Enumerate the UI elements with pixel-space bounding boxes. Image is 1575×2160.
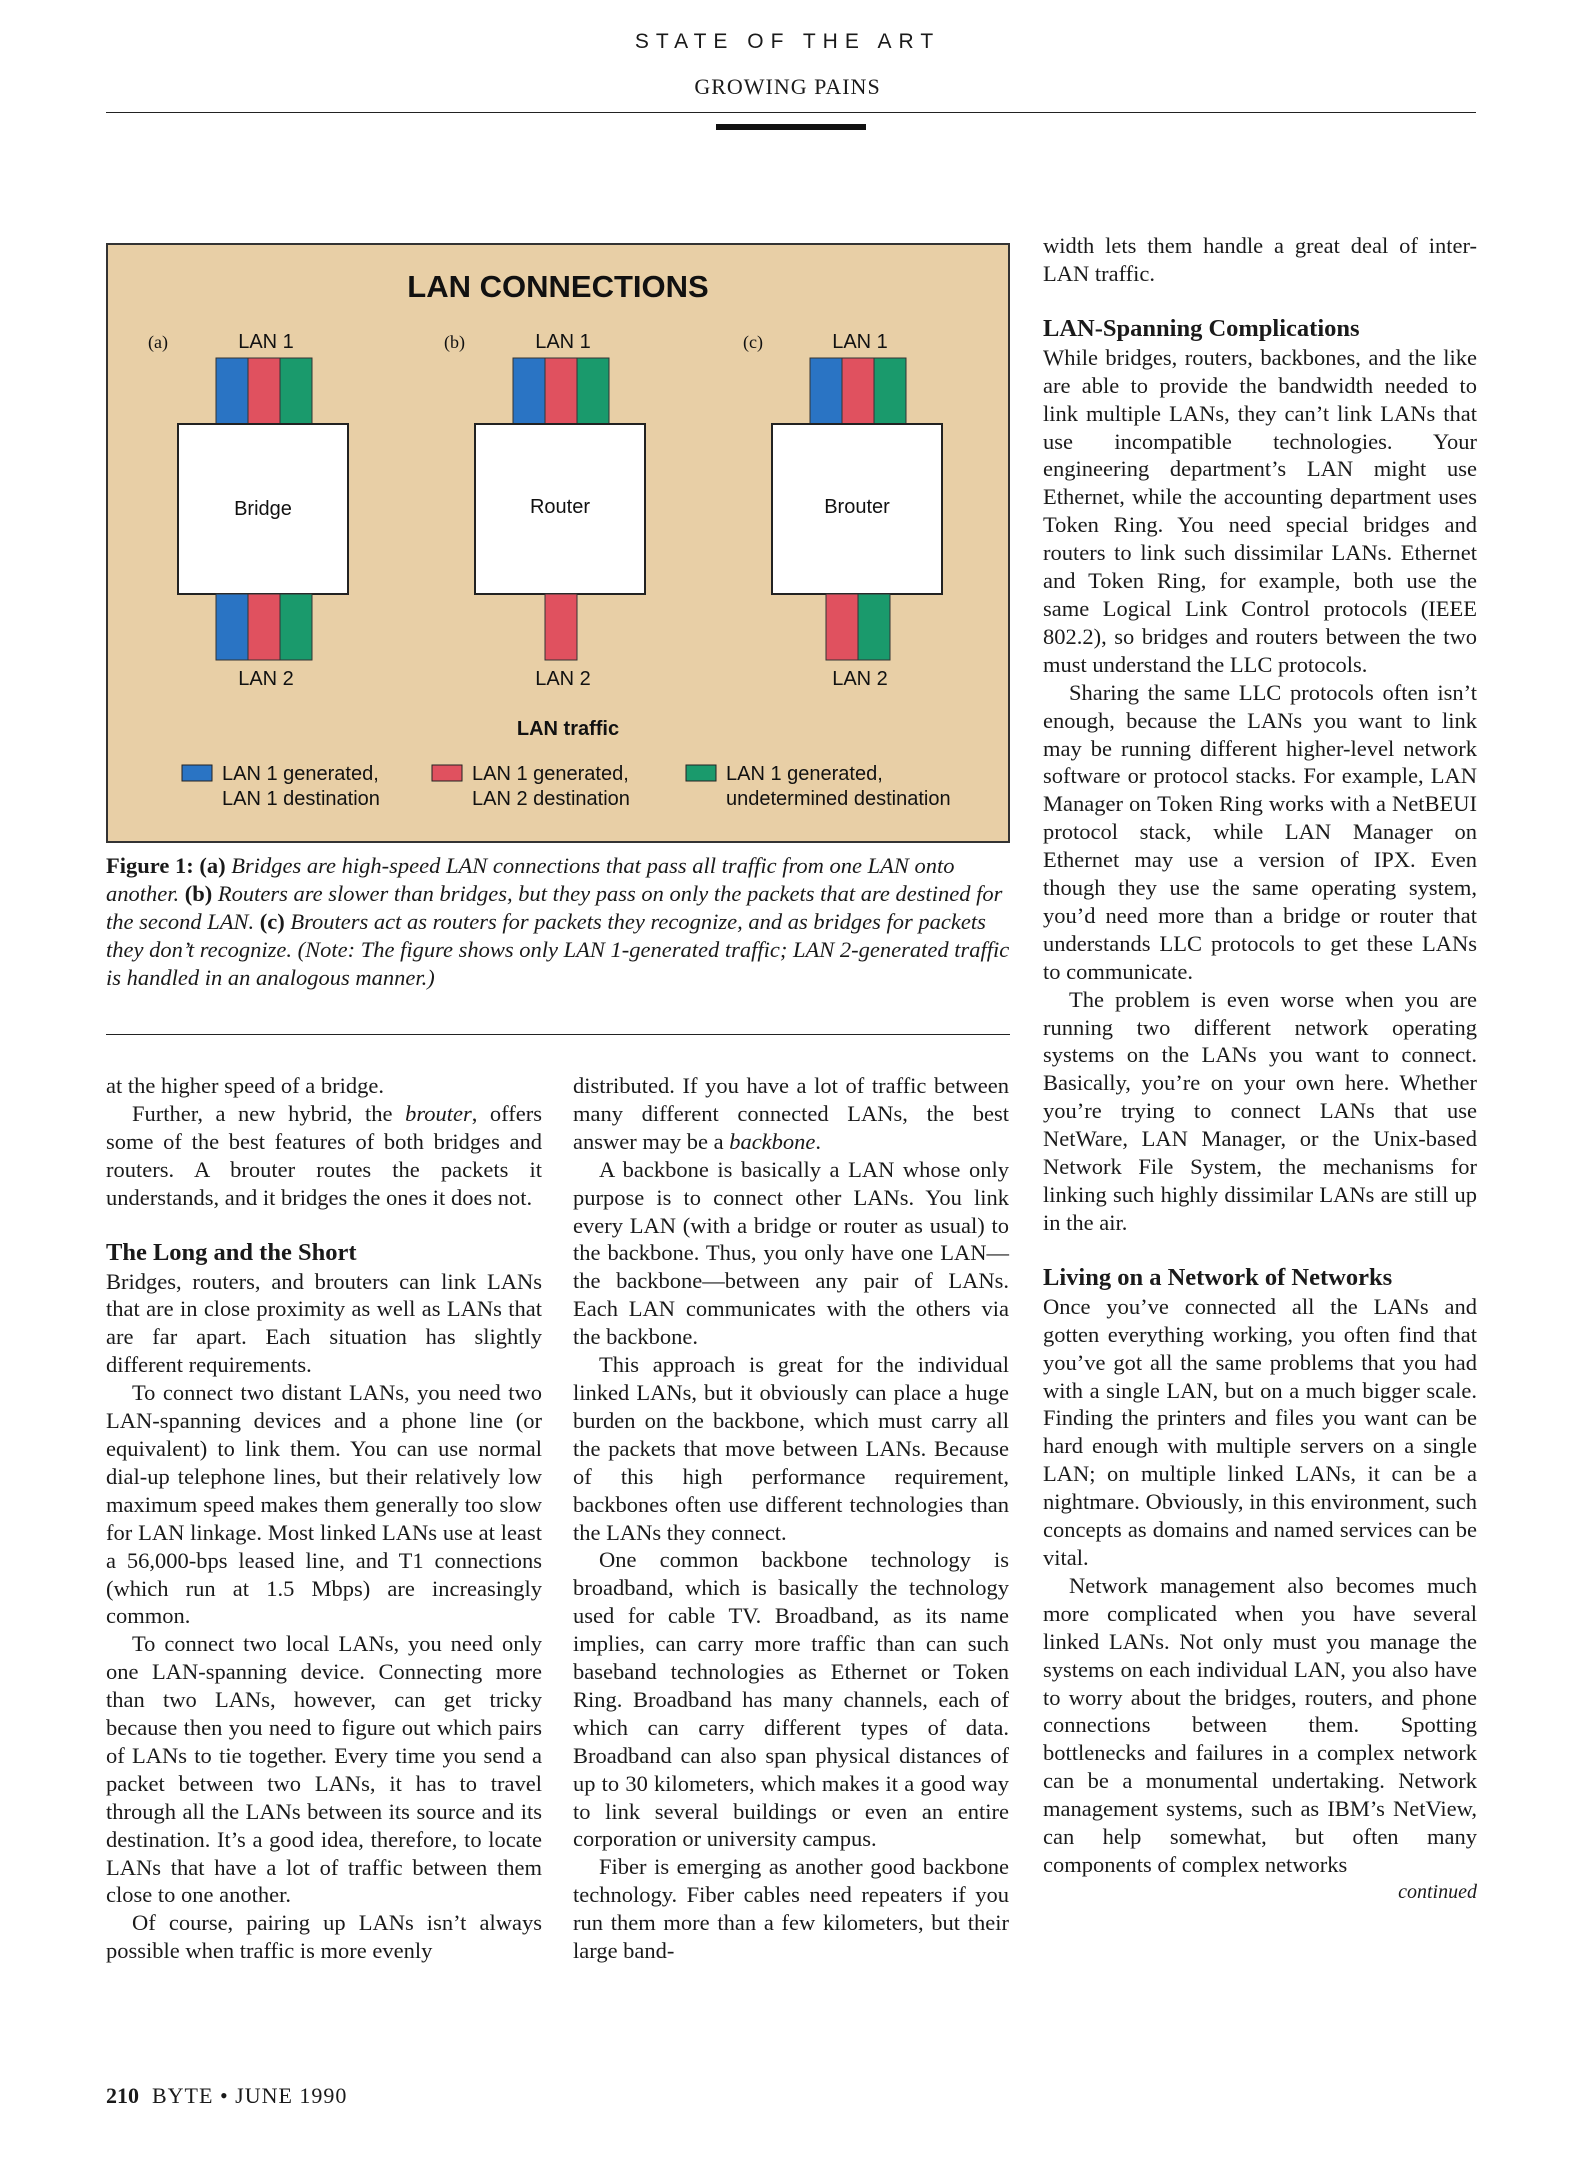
header-bar: [716, 124, 866, 130]
paragraph: [106, 1100, 542, 1212]
legend-label-line1: LAN 1 generated,: [726, 763, 883, 785]
text-span: .: [815, 1128, 822, 1154]
legend-label-line2: undetermined destination: [726, 788, 951, 810]
paragraph: The problem is even worse when you are running two different network operating systems on the LANs you want to connect. Basically, you’re on your own here. Whether you’re trying to connect LANs that use NetWare, LAN Manager, or the Unix-based Network File System, the mechanisms for linking such highly dissimilar LANs are still up in the air.: [1043, 986, 1477, 1235]
paragraph: To connect two local LANs, you need only one LAN-spanning device. Connecting more than two LANs, however, can get tricky because then you need to figure out which pairs of LANs to tie together. Every time you send a packet between two LANs, it has to travel through all the LANs between its source and its destination. It’s a good idea, therefore, to locate LANs that have a lot of traffic between them close to one another.: [106, 1631, 542, 1908]
legend-label-line2: LAN 1 destination: [222, 788, 380, 810]
lan1-label: LAN 1: [535, 331, 591, 353]
lan1-label: LAN 1: [832, 331, 888, 353]
section-heading: The Long and the Short: [106, 1238, 357, 1266]
figure-caption: [106, 852, 1010, 992]
legend-item-blue: [182, 763, 380, 810]
caption-text-c: Brouters act as routers for packets they recognize, and as bridges for packets they don’t recognize. (Note: The figure shows only LAN 1-generated traffic; LAN 2-generated traffic is handled in an analogous manner.): [106, 909, 1010, 990]
green-traffic-bar: [874, 358, 906, 424]
legend-label-line2: LAN 2 destination: [472, 788, 630, 810]
legend-item-red: [432, 763, 630, 810]
term-backbone: backbone: [729, 1128, 816, 1154]
caption-label: Figure 1:: [106, 853, 194, 878]
device-label: Bridge: [234, 498, 292, 520]
red-traffic-bar: [842, 358, 874, 424]
section-heading: Living on a Network of Networks: [1043, 1263, 1393, 1291]
column-1: [106, 1072, 542, 1965]
panel-tag: (b): [444, 332, 465, 352]
device-label: Router: [529, 496, 591, 518]
blue-traffic-bar: [513, 358, 545, 424]
lan2-label: LAN 2: [535, 668, 591, 690]
term-brouter: brouter: [405, 1100, 472, 1126]
caption-text-b: Routers are slower than bridges, but they pass on only the packets that are destined for the second LAN.: [106, 881, 1003, 934]
blue-traffic-bar: [216, 594, 248, 660]
red-traffic-bar: [248, 358, 280, 424]
legend-title: LAN traffic: [516, 718, 620, 740]
caption-tag-a: (a): [199, 853, 226, 878]
text-span: , offers some of the best features of both bridges and routers. A brouter routes the packets it understands, and it bridges the ones it does not.: [106, 1100, 542, 1210]
red-traffic-bar: [826, 594, 858, 660]
text-span: Further, a new hybrid, the: [132, 1100, 406, 1126]
column-2: [573, 1072, 1009, 1965]
paragraph: While bridges, routers, backbones, and the like are able to provide the bandwidth needed to link multiple LANs, they can’t link LANs that use incompatible technologies. Your engineering department’s LAN might use Ethernet, while the accounting department uses Token Ring. You need special bridges and routers to link such dissimilar LANs. Ethernet and Token Ring, for example, both use the same Logical Link Control protocols (IEEE 802.2), so bridges and routers between the two must understand the LLC protocols.: [1043, 344, 1477, 677]
paragraph: This approach is great for the individual linked LANs, but it obviously can place a huge burden on the backbone, which must carry all the packets that move between LANs. Because of this high performance requirement, backbones often use different technologies than the LANs they connect.: [573, 1352, 1009, 1545]
paragraph: Once you’ve connected all the LANs and gotten everything working, you often find that you’ve got all the same problems that you had with a single LAN, but on a much bigger scale. Finding the printers and files you want can be hard enough with multiple servers on a single LAN; on multiple linked LANs, it can be a nightmare. Obviously, in this environment, such concepts as domains and named services can be vital.: [1043, 1293, 1477, 1570]
paragraph: To connect two distant LANs, you need two LAN-spanning devices and a phone line (or equivalent) to link them. You can use normal dial-up telephone lines, but their relatively low maximum speed makes them generally too slow for LAN linkage. Most linked LANs use at least a 56,000-bps leased line, and T1 connections (which run at 1.5 Mbps) are increasingly common.: [106, 1380, 542, 1629]
panel-tag: (a): [148, 332, 168, 352]
paragraph: A backbone is basically a LAN whose only purpose is to connect other LANs. You link every LAN (with a bridge or router as usual) to the backbone. Thus, you only have one LAN—the backbone—between any pair of LANs. Each LAN communicates with the others via the backbone.: [573, 1156, 1009, 1350]
paragraph: Of course, pairing up LANs isn’t always possible when traffic is more evenly: [106, 1910, 542, 1964]
column-3: [1043, 232, 1477, 1907]
legend-swatch: [686, 765, 716, 781]
continued-label: continued: [1398, 1880, 1477, 1903]
red-traffic-bar: [248, 594, 280, 660]
lan-connections-figure: [106, 243, 1010, 843]
caption-text-a: Bridges are high-speed LAN connections that pass all traffic from one LAN onto another.: [106, 853, 955, 906]
red-traffic-bar: [545, 358, 577, 424]
lan2-label: LAN 2: [832, 668, 888, 690]
page-footer: [106, 2083, 347, 2109]
paragraph: width lets them handle a great deal of inter-LAN traffic.: [1043, 233, 1477, 286]
blue-traffic-bar: [216, 358, 248, 424]
lan2-label: LAN 2: [238, 668, 294, 690]
caption-tag-b: (b): [184, 881, 213, 906]
lan1-label: LAN 1: [238, 331, 294, 353]
page-number: 210: [106, 2083, 139, 2108]
panel-brouter: [743, 331, 942, 690]
header-rule: [106, 112, 1476, 113]
section-heading: LAN-Spanning Complications: [1043, 314, 1360, 342]
blue-traffic-bar: [810, 358, 842, 424]
paragraph: Network management also becomes much more complicated when you have several linked LANs. Not only must you manage the systems on each individual LAN, you also have to worry about the bridges, routers, and phone connections between them. Spotting bottlenecks and failures in a complex network can be a monumental undertaking. Network management systems, such as IBM’s NetView, can help somewhat, but often many components of complex networks: [1043, 1572, 1477, 1877]
section-header: STATE OF THE ART: [634, 30, 941, 53]
paragraph: [573, 1072, 1009, 1156]
figure-diagram: [108, 245, 1008, 841]
text-span: distributed. If you have a lot of traffic between many different connected LANs, the best answer may be a: [573, 1073, 1009, 1154]
caption-tag-c: (c): [259, 909, 285, 934]
paragraph: One common backbone technology is broadband, which is basically the technology used for cable TV. Broadband, as its name implies, can carry more traffic than can such baseband technologies as Ethernet or Token Ring. Broadband has many channels, each of which can carry different types of data. Broadband can also span physical distances of up to 30 kilometers, which makes it a good way to link several buildings or even an entire corporation or university campus.: [573, 1547, 1009, 1852]
panel-tag: (c): [743, 332, 763, 352]
legend-label-line1: LAN 1 generated,: [472, 763, 629, 785]
article-title-header: GROWING PAINS: [694, 74, 881, 99]
figure-title: LAN CONNECTIONS: [407, 269, 709, 304]
paragraph: Bridges, routers, and brouters can link LANs that are in close proximity as well as LANs that are far apart. Each situation has slightly different requirements.: [106, 1268, 542, 1378]
paragraph: Fiber is emerging as another good backbone technology. Fiber cables need repeaters if you run them more than a few kilometers, but their large band-: [573, 1854, 1009, 1964]
legend-swatch: [432, 765, 462, 781]
green-traffic-bar: [858, 594, 890, 660]
green-traffic-bar: [280, 358, 312, 424]
green-traffic-bar: [577, 358, 609, 424]
legend-item-green: [686, 763, 951, 810]
paragraph: Sharing the same LLC protocols often isn’t enough, because the LANs you want to link may be running different higher-level network software or protocol stacks. For example, LAN Manager on Token Ring works with a NetBEUI protocol stack, while LAN Manager on Ethernet may use a version of IPX. Even though they use the same operating system, you’d need more than a bridge or router that understands LLC protocols to get these LANs to communicate.: [1043, 679, 1477, 984]
panel-router: [444, 331, 645, 690]
magazine-issue: BYTE • JUNE 1990: [152, 2083, 348, 2108]
legend-swatch: [182, 765, 212, 781]
device-label: Brouter: [824, 496, 890, 518]
paragraph: at the higher speed of a bridge.: [106, 1073, 385, 1098]
caption-rule: [106, 1034, 1010, 1035]
red-traffic-bar: [545, 594, 577, 660]
legend-label-line1: LAN 1 generated,: [222, 763, 379, 785]
panel-bridge: [148, 331, 348, 690]
green-traffic-bar: [280, 594, 312, 660]
